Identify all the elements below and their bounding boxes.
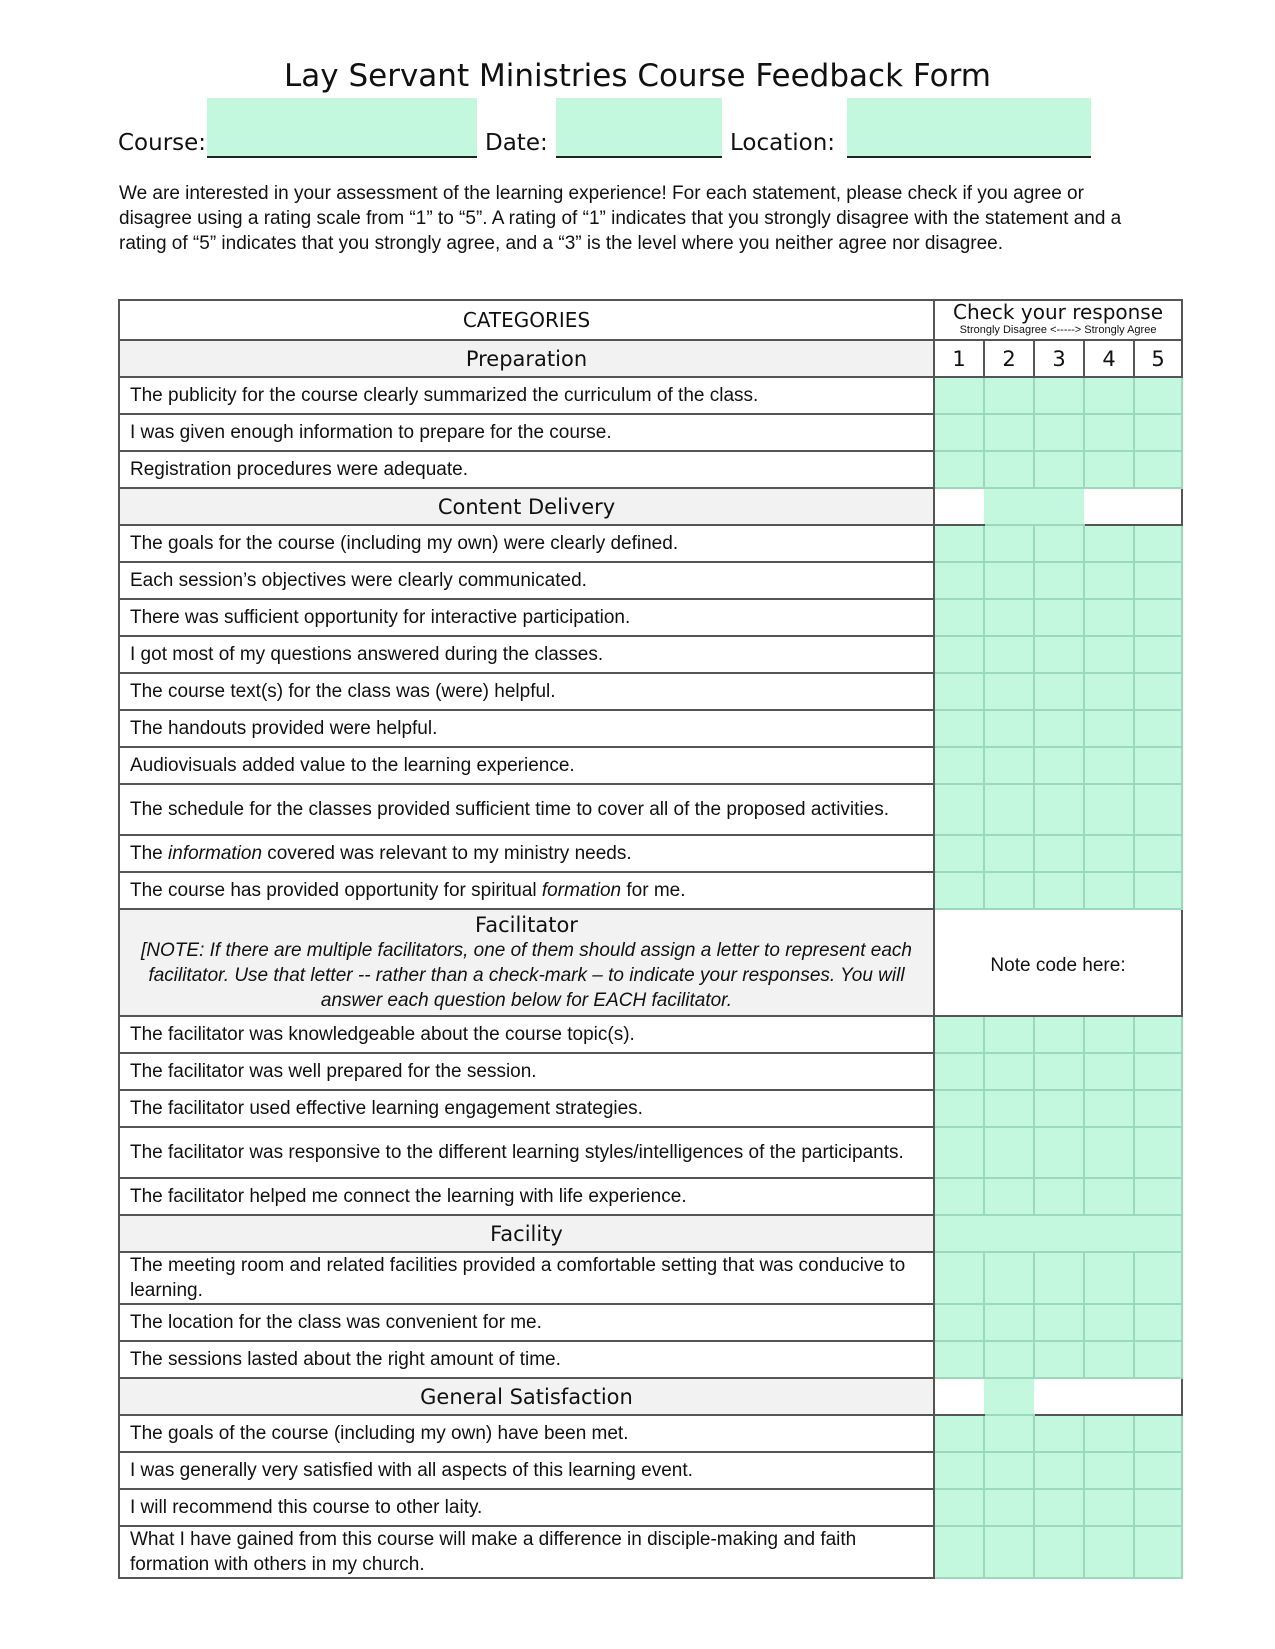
rating-cell-2[interactable] bbox=[984, 673, 1034, 710]
rating-cell-4[interactable] bbox=[1084, 1252, 1134, 1304]
rating-cell-4[interactable] bbox=[1084, 636, 1134, 673]
section-general-satisfaction: General Satisfaction bbox=[119, 1378, 934, 1415]
rating-cell-5[interactable] bbox=[1134, 1053, 1182, 1090]
rating-cell-4[interactable] bbox=[1084, 1304, 1134, 1341]
rating-cell-3[interactable] bbox=[1034, 1341, 1084, 1378]
rating-cell-4[interactable] bbox=[1084, 872, 1134, 909]
statement-text bbox=[119, 835, 934, 872]
scale-3: 3 bbox=[1034, 340, 1084, 377]
categories-header: CATEGORIES bbox=[119, 300, 934, 340]
rating-cell-1[interactable] bbox=[934, 747, 984, 784]
section-content-delivery: Content Delivery bbox=[119, 488, 934, 525]
rating-cell-5[interactable] bbox=[1134, 784, 1182, 835]
rating-cell-4[interactable] bbox=[1084, 1016, 1134, 1053]
table-row bbox=[119, 1127, 1182, 1178]
rating-cell-3[interactable] bbox=[1034, 599, 1084, 636]
table-row bbox=[119, 636, 1182, 673]
scale-hint: Strongly Disagree <-----> Strongly Agree bbox=[959, 324, 1157, 336]
check-response-header bbox=[934, 300, 1182, 340]
rating-cell-2[interactable] bbox=[984, 636, 1034, 673]
statement-text: The facilitator helped me connect the learning with life experience. bbox=[119, 1178, 934, 1215]
rating-cell-2[interactable] bbox=[984, 1304, 1034, 1341]
rating-cell-2[interactable] bbox=[984, 1526, 1034, 1578]
rating-cell-2[interactable] bbox=[984, 872, 1034, 909]
rating-cell-2[interactable] bbox=[984, 835, 1034, 872]
statement-text-part: covered was relevant to my ministry needs. bbox=[262, 843, 632, 864]
course-label: Course: bbox=[118, 130, 207, 156]
rating-cell-3[interactable] bbox=[1034, 636, 1084, 673]
rating-cell-3[interactable] bbox=[1034, 1178, 1084, 1215]
note-code-field[interactable]: Note code here: bbox=[934, 909, 1182, 1016]
rating-cell-1[interactable] bbox=[934, 562, 984, 599]
table-row bbox=[119, 1090, 1182, 1127]
rating-cell-2[interactable] bbox=[984, 1053, 1034, 1090]
course-input[interactable] bbox=[207, 98, 477, 158]
rating-cell-3[interactable] bbox=[1034, 747, 1084, 784]
rating-cell-3[interactable] bbox=[1034, 1415, 1084, 1452]
rating-cell-4[interactable] bbox=[1084, 1090, 1134, 1127]
rating-cell-3[interactable] bbox=[1034, 1127, 1084, 1178]
rating-cell-5[interactable] bbox=[1134, 872, 1182, 909]
scale-5: 5 bbox=[1134, 340, 1182, 377]
rating-cell-2[interactable] bbox=[984, 747, 1034, 784]
rating-cell-5[interactable] bbox=[1134, 1090, 1182, 1127]
rating-cell-3[interactable] bbox=[1034, 562, 1084, 599]
rating-cell-2[interactable] bbox=[984, 377, 1034, 414]
rating-cell-2[interactable] bbox=[984, 1415, 1034, 1452]
rating-cell-1[interactable] bbox=[934, 1452, 984, 1489]
table-row bbox=[119, 451, 1182, 488]
rating-cell-4[interactable] bbox=[1084, 1053, 1134, 1090]
statement-text-part: for me. bbox=[621, 880, 686, 901]
rating-cell-5[interactable] bbox=[1134, 1415, 1182, 1452]
rating-cell-2[interactable] bbox=[984, 414, 1034, 451]
statement-text bbox=[119, 872, 934, 909]
rating-cell-1[interactable] bbox=[934, 1016, 984, 1053]
rating-cell-3[interactable] bbox=[1034, 1452, 1084, 1489]
rating-cell-5[interactable] bbox=[1134, 599, 1182, 636]
rating-cell-2[interactable] bbox=[984, 710, 1034, 747]
table-row bbox=[119, 784, 1182, 835]
rating-cell-5[interactable] bbox=[1134, 1127, 1182, 1178]
rating-cell-4[interactable] bbox=[1084, 599, 1134, 636]
rating-cell-5[interactable] bbox=[1134, 1016, 1182, 1053]
statement-text: Registration procedures were adequate. bbox=[119, 451, 934, 488]
table-row bbox=[119, 1489, 1182, 1526]
table-row bbox=[119, 1252, 1182, 1304]
rating-cell-4[interactable] bbox=[1084, 451, 1134, 488]
table-row bbox=[119, 747, 1182, 784]
statement-text: I was given enough information to prepare for the course. bbox=[119, 414, 934, 451]
section-shade bbox=[984, 1378, 1034, 1415]
rating-cell-4[interactable] bbox=[1084, 562, 1134, 599]
check-response-title: Check your response bbox=[952, 300, 1164, 324]
rating-cell-5[interactable] bbox=[1134, 1178, 1182, 1215]
rating-cell-2[interactable] bbox=[984, 599, 1034, 636]
rating-cell-2[interactable] bbox=[984, 1016, 1034, 1053]
rating-cell-3[interactable] bbox=[1034, 710, 1084, 747]
rating-cell-2[interactable] bbox=[984, 1127, 1034, 1178]
rating-cell-5[interactable] bbox=[1134, 1341, 1182, 1378]
rating-cell-5[interactable] bbox=[1134, 710, 1182, 747]
statement-text: The publicity for the course clearly summarized the curriculum of the class. bbox=[119, 377, 934, 414]
table-row bbox=[119, 377, 1182, 414]
rating-cell-3[interactable] bbox=[1034, 1304, 1084, 1341]
table-row bbox=[119, 562, 1182, 599]
rating-cell-2[interactable] bbox=[984, 451, 1034, 488]
statement-text: I got most of my questions answered during the classes. bbox=[119, 636, 934, 673]
rating-cell-1[interactable] bbox=[934, 414, 984, 451]
statement-text: The schedule for the classes provided sufficient time to cover all of the proposed activities. bbox=[119, 784, 934, 835]
rating-cell-4[interactable] bbox=[1084, 1178, 1134, 1215]
statement-text: The facilitator was responsive to the different learning styles/intelligences of the participants. bbox=[119, 1127, 934, 1178]
rating-cell-4[interactable] bbox=[1084, 377, 1134, 414]
rating-cell-1[interactable] bbox=[934, 710, 984, 747]
rating-cell-3[interactable] bbox=[1034, 1526, 1084, 1578]
rating-cell-2[interactable] bbox=[984, 1341, 1034, 1378]
rating-cell-5[interactable] bbox=[1134, 835, 1182, 872]
rating-cell-3[interactable] bbox=[1034, 525, 1084, 562]
statement-text: I will recommend this course to other laity. bbox=[119, 1489, 934, 1526]
rating-cell-5[interactable] bbox=[1134, 636, 1182, 673]
rating-cell-4[interactable] bbox=[1084, 1526, 1134, 1578]
rating-cell-5[interactable] bbox=[1134, 673, 1182, 710]
table-row bbox=[119, 1053, 1182, 1090]
section-preparation: Preparation bbox=[119, 340, 934, 377]
rating-cell-5[interactable] bbox=[1134, 451, 1182, 488]
rating-cell-3[interactable] bbox=[1034, 872, 1084, 909]
rating-cell-1[interactable] bbox=[934, 525, 984, 562]
statement-text: Audiovisuals added value to the learning experience. bbox=[119, 747, 934, 784]
table-row bbox=[119, 1016, 1182, 1053]
table-row bbox=[119, 673, 1182, 710]
rating-cell-2[interactable] bbox=[984, 1090, 1034, 1127]
rating-cell-1[interactable] bbox=[934, 673, 984, 710]
rating-cell-5[interactable] bbox=[1134, 562, 1182, 599]
statement-text: What I have gained from this course will make a difference in disciple-making and faith formation with others in my church. bbox=[119, 1526, 934, 1578]
rating-cell-5[interactable] bbox=[1134, 1489, 1182, 1526]
intro-paragraph: We are interested in your assessment of the learning experience! For each statement, please check if you agree or disagree using a rating scale from “1” to “5”. A rating of “1” indicates that you strongly disagree with the statement and a rating of “5” indicates that you strongly agree, and a “3” is the level where you neither agree nor disagree. bbox=[119, 183, 1122, 254]
table-row bbox=[119, 599, 1182, 636]
rating-cell-1[interactable] bbox=[934, 451, 984, 488]
rating-cell-5[interactable] bbox=[1134, 525, 1182, 562]
rating-cell-3[interactable] bbox=[1034, 1489, 1084, 1526]
rating-cell-3[interactable] bbox=[1034, 1053, 1084, 1090]
rating-cell-1[interactable] bbox=[934, 1304, 984, 1341]
rating-cell-5[interactable] bbox=[1134, 377, 1182, 414]
rating-cell-1[interactable] bbox=[934, 872, 984, 909]
statement-text: The goals of the course (including my own) have been met. bbox=[119, 1415, 934, 1452]
table-row bbox=[119, 414, 1182, 451]
date-label: Date: bbox=[485, 130, 548, 156]
section-shade bbox=[934, 1215, 1182, 1252]
table-row bbox=[119, 1304, 1182, 1341]
rating-cell-3[interactable] bbox=[1034, 835, 1084, 872]
rating-cell-5[interactable] bbox=[1134, 1452, 1182, 1489]
rating-cell-1[interactable] bbox=[934, 1341, 984, 1378]
rating-cell-2[interactable] bbox=[984, 525, 1034, 562]
date-input[interactable] bbox=[556, 98, 722, 158]
form-title: Lay Servant Ministries Course Feedback Form bbox=[284, 58, 991, 94]
rating-cell-2[interactable] bbox=[984, 784, 1034, 835]
rating-cell-4[interactable] bbox=[1084, 1489, 1134, 1526]
section-blank bbox=[1034, 1378, 1182, 1415]
rating-cell-4[interactable] bbox=[1084, 710, 1134, 747]
rating-cell-4[interactable] bbox=[1084, 747, 1134, 784]
rating-cell-4[interactable] bbox=[1084, 525, 1134, 562]
section-facility: Facility bbox=[119, 1215, 934, 1252]
section-facilitator bbox=[119, 909, 934, 1016]
rating-cell-1[interactable] bbox=[934, 377, 984, 414]
statement-text: I was generally very satisfied with all aspects of this learning event. bbox=[119, 1452, 934, 1489]
rating-cell-1[interactable] bbox=[934, 1526, 984, 1578]
rating-cell-3[interactable] bbox=[1034, 1016, 1084, 1053]
rating-cell-5[interactable] bbox=[1134, 414, 1182, 451]
statement-text: The facilitator was well prepared for the session. bbox=[119, 1053, 934, 1090]
statement-text: The sessions lasted about the right amount of time. bbox=[119, 1341, 934, 1378]
statement-emphasis: information bbox=[168, 843, 263, 864]
rating-cell-1[interactable] bbox=[934, 1090, 984, 1127]
rating-cell-5[interactable] bbox=[1134, 1526, 1182, 1578]
rating-cell-3[interactable] bbox=[1034, 1252, 1084, 1304]
section-blank bbox=[1084, 488, 1182, 525]
table-row bbox=[119, 1415, 1182, 1452]
rating-cell-1[interactable] bbox=[934, 835, 984, 872]
scale-2: 2 bbox=[984, 340, 1034, 377]
rating-cell-1[interactable] bbox=[934, 636, 984, 673]
table-row bbox=[119, 710, 1182, 747]
table-row bbox=[119, 872, 1182, 909]
rating-cell-4[interactable] bbox=[1084, 784, 1134, 835]
rating-cell-3[interactable] bbox=[1034, 673, 1084, 710]
table-row bbox=[119, 1341, 1182, 1378]
statement-text: The location for the class was convenient for me. bbox=[119, 1304, 934, 1341]
rating-cell-5[interactable] bbox=[1134, 747, 1182, 784]
statement-text: There was sufficient opportunity for interactive participation. bbox=[119, 599, 934, 636]
rating-cell-3[interactable] bbox=[1034, 414, 1084, 451]
scale-1: 1 bbox=[934, 340, 984, 377]
rating-cell-2[interactable] bbox=[984, 1252, 1034, 1304]
section-blank bbox=[934, 488, 984, 525]
rating-cell-4[interactable] bbox=[1084, 1415, 1134, 1452]
table-row bbox=[119, 835, 1182, 872]
rating-cell-2[interactable] bbox=[984, 1452, 1034, 1489]
rating-cell-3[interactable] bbox=[1034, 451, 1084, 488]
rating-cell-4[interactable] bbox=[1084, 1127, 1134, 1178]
rating-cell-1[interactable] bbox=[934, 1489, 984, 1526]
table-row bbox=[119, 1526, 1182, 1578]
rating-cell-1[interactable] bbox=[934, 1415, 984, 1452]
rating-cell-1[interactable] bbox=[934, 1178, 984, 1215]
location-input[interactable] bbox=[847, 98, 1091, 158]
facilitator-title: Facilitator bbox=[475, 913, 578, 937]
rating-cell-3[interactable] bbox=[1034, 1090, 1084, 1127]
statement-text: Each session’s objectives were clearly communicated. bbox=[119, 562, 934, 599]
rating-cell-1[interactable] bbox=[934, 1053, 984, 1090]
rating-cell-2[interactable] bbox=[984, 1489, 1034, 1526]
rating-cell-4[interactable] bbox=[1084, 673, 1134, 710]
form-fields bbox=[118, 98, 1218, 158]
rating-cell-2[interactable] bbox=[984, 562, 1034, 599]
table-row bbox=[119, 1452, 1182, 1489]
section-blank bbox=[934, 1378, 984, 1415]
scale-4: 4 bbox=[1084, 340, 1134, 377]
rating-cell-3[interactable] bbox=[1034, 377, 1084, 414]
rating-cell-1[interactable] bbox=[934, 599, 984, 636]
rating-cell-3[interactable] bbox=[1034, 784, 1084, 835]
table-row bbox=[119, 1178, 1182, 1215]
statement-text-part: The bbox=[130, 843, 169, 864]
statement-emphasis: formation bbox=[541, 880, 622, 901]
rating-cell-4[interactable] bbox=[1084, 414, 1134, 451]
statement-text: The facilitator was knowledgeable about the course topic(s). bbox=[119, 1016, 934, 1053]
statement-text: The facilitator used effective learning engagement strategies. bbox=[119, 1090, 934, 1127]
rating-cell-1[interactable] bbox=[934, 784, 984, 835]
statement-text: The goals for the course (including my own) were clearly defined. bbox=[119, 525, 934, 562]
rating-cell-1[interactable] bbox=[934, 1252, 984, 1304]
feedback-table bbox=[118, 299, 1183, 1579]
facilitator-note: [NOTE: If there are multiple facilitators, one of them should assign a letter to represent each facilitator. Use that letter -- rather than a check-mark – to indicate your responses. You will answer each question below for EACH facilitator. bbox=[141, 940, 912, 1011]
rating-cell-1[interactable] bbox=[934, 1127, 984, 1178]
rating-cell-5[interactable] bbox=[1134, 1304, 1182, 1341]
location-label: Location: bbox=[730, 130, 836, 156]
statement-text: The meeting room and related facilities provided a comfortable setting that was conducive to learning. bbox=[119, 1252, 934, 1304]
rating-cell-5[interactable] bbox=[1134, 1252, 1182, 1304]
section-shade bbox=[984, 488, 1084, 525]
statement-text-part: The course has provided opportunity for spiritual bbox=[130, 880, 542, 901]
rating-cell-4[interactable] bbox=[1084, 835, 1134, 872]
statement-text: The handouts provided were helpful. bbox=[119, 710, 934, 747]
table-row bbox=[119, 525, 1182, 562]
rating-cell-2[interactable] bbox=[984, 1178, 1034, 1215]
statement-text: The course text(s) for the class was (were) helpful. bbox=[119, 673, 934, 710]
rating-cell-4[interactable] bbox=[1084, 1452, 1134, 1489]
rating-cell-4[interactable] bbox=[1084, 1341, 1134, 1378]
